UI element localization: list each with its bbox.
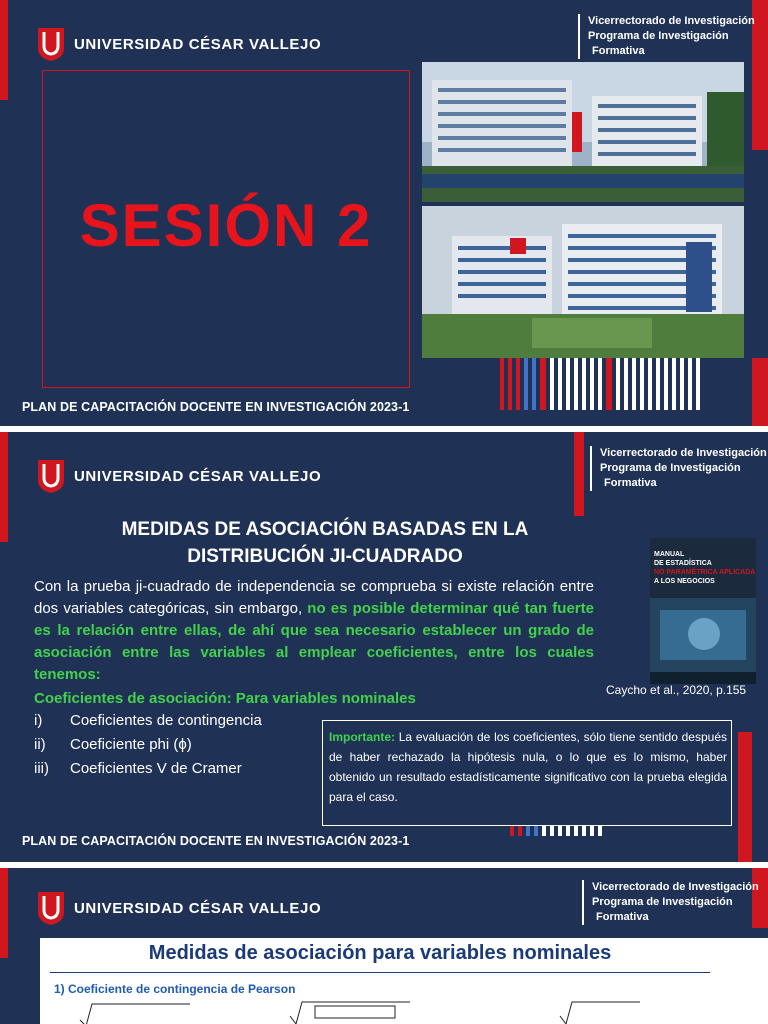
formula-image bbox=[40, 998, 720, 1024]
intro-paragraph bbox=[34, 576, 594, 686]
vice-line-3: Formativa bbox=[592, 45, 645, 57]
book-cover bbox=[650, 538, 756, 684]
book-citation: Caycho et al., 2020, p.155 bbox=[606, 683, 747, 697]
left-red-bar bbox=[0, 432, 8, 542]
vice-rectorate-block bbox=[578, 14, 755, 59]
university-name: UNIVERSIDAD CÉSAR VALLEJO bbox=[74, 467, 322, 485]
book-title-line-1: MANUAL bbox=[654, 551, 685, 558]
right-red-bar-bottom bbox=[752, 358, 768, 432]
book-art-image bbox=[650, 538, 756, 684]
university-name: UNIVERSIDAD CÉSAR VALLEJO bbox=[74, 899, 322, 917]
important-note-text bbox=[329, 727, 727, 807]
book-title-line-2: DE ESTADÍSTICA bbox=[654, 560, 712, 567]
university-name: UNIVERSIDAD CÉSAR VALLEJO bbox=[74, 35, 322, 53]
panel-divider bbox=[50, 972, 710, 973]
vice-line-1: Vicerrectorado de Investigación bbox=[600, 447, 767, 459]
decorative-stripes-1 bbox=[500, 358, 704, 410]
title-line-1: MEDIDAS DE ASOCIACIÓN BASADAS EN LA bbox=[121, 519, 529, 540]
coefficients-heading: Coeficientes de asociación: Para variables nominales bbox=[34, 690, 416, 707]
left-red-bar bbox=[0, 868, 8, 958]
campus-photo-top bbox=[422, 62, 744, 202]
ucv-logo bbox=[36, 26, 321, 62]
campus-aerial-image bbox=[422, 206, 744, 358]
list-item-number: ii) bbox=[34, 736, 46, 753]
slide-2-title bbox=[60, 516, 590, 570]
coefficients-list bbox=[34, 712, 334, 784]
plan-label-2: PLAN DE CAPACITACIÓN DOCENTE EN INVESTIGACIÓN 2023-1 bbox=[22, 834, 410, 848]
vice-line-1: Vicerrectorado de Investigación bbox=[588, 15, 755, 27]
vice-line-2: Programa de Investigación bbox=[592, 896, 733, 908]
slide-2 bbox=[0, 432, 768, 862]
important-note-box bbox=[322, 720, 732, 826]
ucv-shield-icon bbox=[36, 890, 66, 926]
ucv-logo bbox=[36, 458, 321, 494]
book-title-line-3: NO PARAMÉTRICA APLICADA bbox=[654, 569, 756, 576]
list-item-text: Coeficiente phi (ϕ) bbox=[70, 736, 192, 753]
ucv-shield-icon bbox=[36, 458, 66, 494]
vice-line-3: Formativa bbox=[596, 911, 649, 923]
list-item-text: Coeficientes de contingencia bbox=[70, 712, 262, 729]
session-box bbox=[42, 70, 410, 388]
intro-highlight-text: no es posible determinar qué tan fuerte es la relación entre ellas, de ahí que sea necesario establecer un grado de asociación entre las variables al emplear coeficientes, entre los cuales tenemos: bbox=[34, 600, 594, 683]
session-title: SESIÓN 2 bbox=[79, 192, 373, 259]
panel-subtitle: 1) Coeficiente de contingencia de Pearson bbox=[54, 982, 296, 996]
vice-rectorate-block bbox=[590, 446, 767, 491]
left-red-bar bbox=[0, 0, 8, 100]
book-title-line-4: A LOS NEGOCIOS bbox=[654, 578, 715, 585]
campus-photo-bottom bbox=[422, 206, 744, 358]
important-body: La evaluación de los coeficientes, sólo tiene sentido después de haber rechazado la hipótesis nula, o lo que es lo mismo, haber obtenido un resultado estadísticamente significativo con la prueba elegida para el caso. bbox=[329, 730, 727, 804]
vice-line-3: Formativa bbox=[604, 477, 657, 489]
vice-line-2: Programa de Investigación bbox=[600, 462, 741, 474]
ucv-logo bbox=[36, 890, 321, 926]
list-item-number: i) bbox=[34, 712, 43, 729]
campus-building-image bbox=[422, 62, 744, 202]
formula-panel bbox=[40, 938, 768, 1024]
right-red-bar bbox=[738, 732, 752, 862]
list-item bbox=[34, 712, 334, 736]
center-red-bar bbox=[574, 432, 584, 516]
plan-label-1: PLAN DE CAPACITACIÓN DOCENTE EN INVESTIGACIÓN 2023-1 bbox=[22, 400, 410, 414]
list-item-number: iii) bbox=[34, 760, 49, 777]
vice-line-1: Vicerrectorado de Investigación bbox=[592, 881, 759, 893]
panel-title: Medidas de asociación para variables nominales bbox=[148, 942, 612, 964]
slide-3 bbox=[0, 868, 768, 1024]
ucv-shield-icon bbox=[36, 26, 66, 62]
list-item bbox=[34, 736, 334, 760]
intro-plain-text: Con la prueba ji-cuadrado de independencia se comprueba si existe relación entre dos variables categóricas, sin embargo, bbox=[34, 578, 594, 617]
list-item-text: Coeficientes V de Cramer bbox=[70, 760, 242, 777]
slide-1 bbox=[0, 0, 768, 432]
list-item bbox=[34, 760, 334, 784]
vice-rectorate-block bbox=[582, 880, 759, 925]
title-line-2: DISTRIBUCIÓN JI-CUADRADO bbox=[187, 546, 463, 567]
vice-line-2: Programa de Investigación bbox=[588, 30, 729, 42]
important-label: Importante: bbox=[329, 730, 395, 744]
